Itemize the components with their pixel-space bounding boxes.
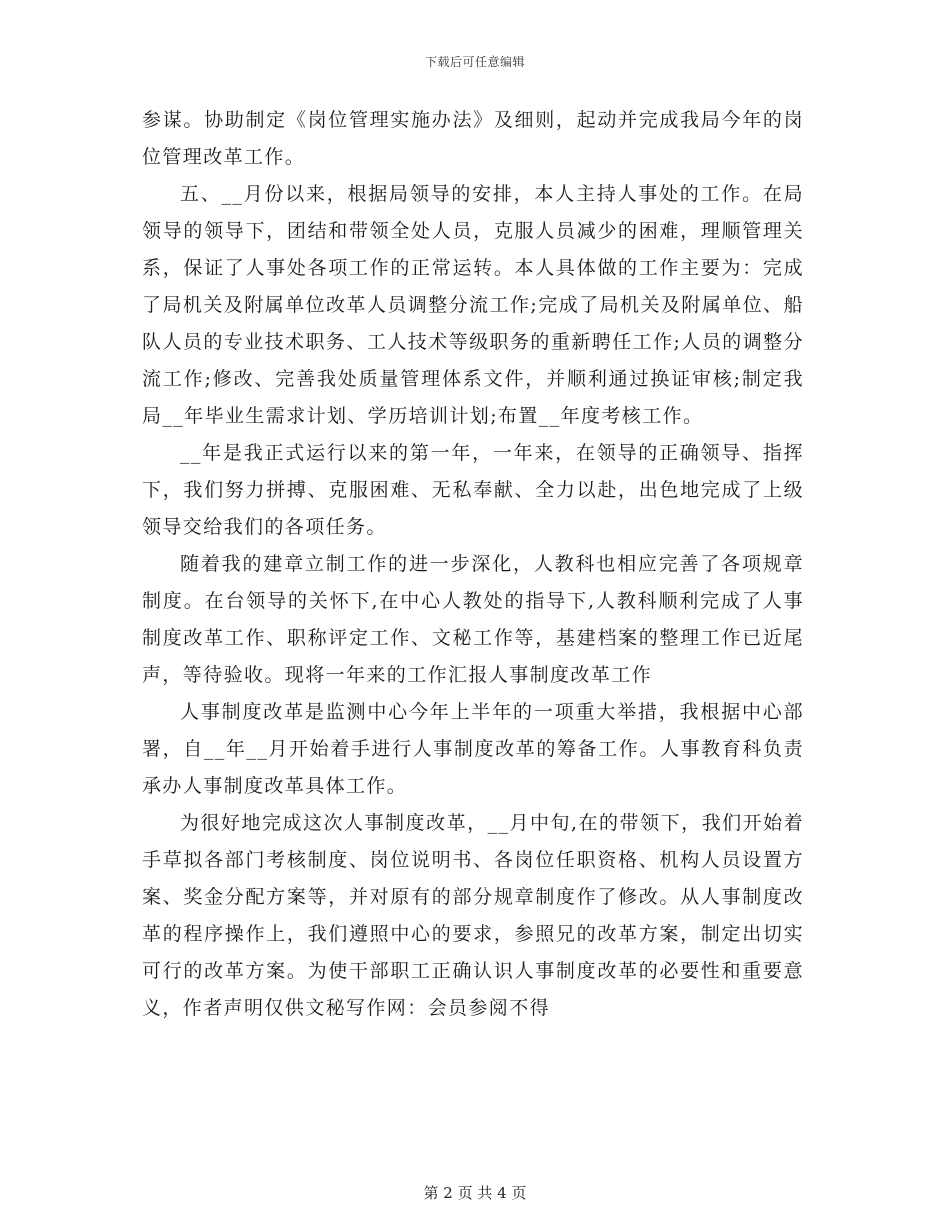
paragraph-continuation: 参谋。协助制定《岗位管理实施办法》及细则，起动并完成我局今年的岗位管理改革工作。: [142, 109, 804, 168]
paragraph: 随着我的建章立制工作的进一步深化，人教科也相应完善了各项规章制度。在台领导的关怀下,在中心人教处的指导下,人教科顺利完成了人事制度改革工作、职称评定工作、文秘工作等，基建档案的整理工作已近尾声，等待验收。现将一年来的工作汇报人事制度改革工作: [142, 553, 804, 686]
document-body: [142, 102, 804, 1027]
paragraph: __年是我正式运行以来的第一年，一年来，在领导的正确领导、指挥下，我们努力拼搏、克服困难、无私奉献、全力以赴，出色地完成了上级领导交给我们的各项任务。: [142, 442, 804, 538]
paragraph: 人事制度改革是监测中心今年上半年的一项重大举措，我根据中心部署，自__年__月开始着手进行人事制度改革的筹备工作。人事教育科负责承办人事制度改革具体工作。: [142, 701, 804, 797]
paragraph: 为很好地完成这次人事制度改革，__月中旬,在的带领下，我们开始着手草拟各部门考核制度、岗位说明书、各岗位任职资格、机构人员设置方案、奖金分配方案等，并对原有的部分规章制度作了修改。从人事制度改革的程序操作上，我们遵照中心的要求，参照兄的改革方案，制定出切实可行的改革方案。为使干部职工正确认识人事制度改革的必要性和重要意义，作者声明仅供文秘写作网：会员参阅不得: [142, 812, 804, 1019]
paragraph: 五、__月份以来，根据局领导的安排，本人主持人事处的工作。在局领导的领导下，团结和带领全处人员，克服人员减少的困难，理顺管理关系，保证了人事处各项工作的正常运转。本人具体做的工作主要为：完成了局机关及附属单位改革人员调整分流工作;完成了局机关及附属单位、船队人员的专业技术职务、工人技术等级职务的重新聘任工作;人员的调整分流工作;修改、完善我处质量管理体系文件，并顺利通过换证审核;制定我局__年毕业生需求计划、学历培训计划;布置__年度考核工作。: [142, 183, 804, 427]
page-header: 下载后可任意编辑: [424, 55, 525, 69]
page-footer: 第 2 页 共 4 页: [423, 1184, 527, 1202]
